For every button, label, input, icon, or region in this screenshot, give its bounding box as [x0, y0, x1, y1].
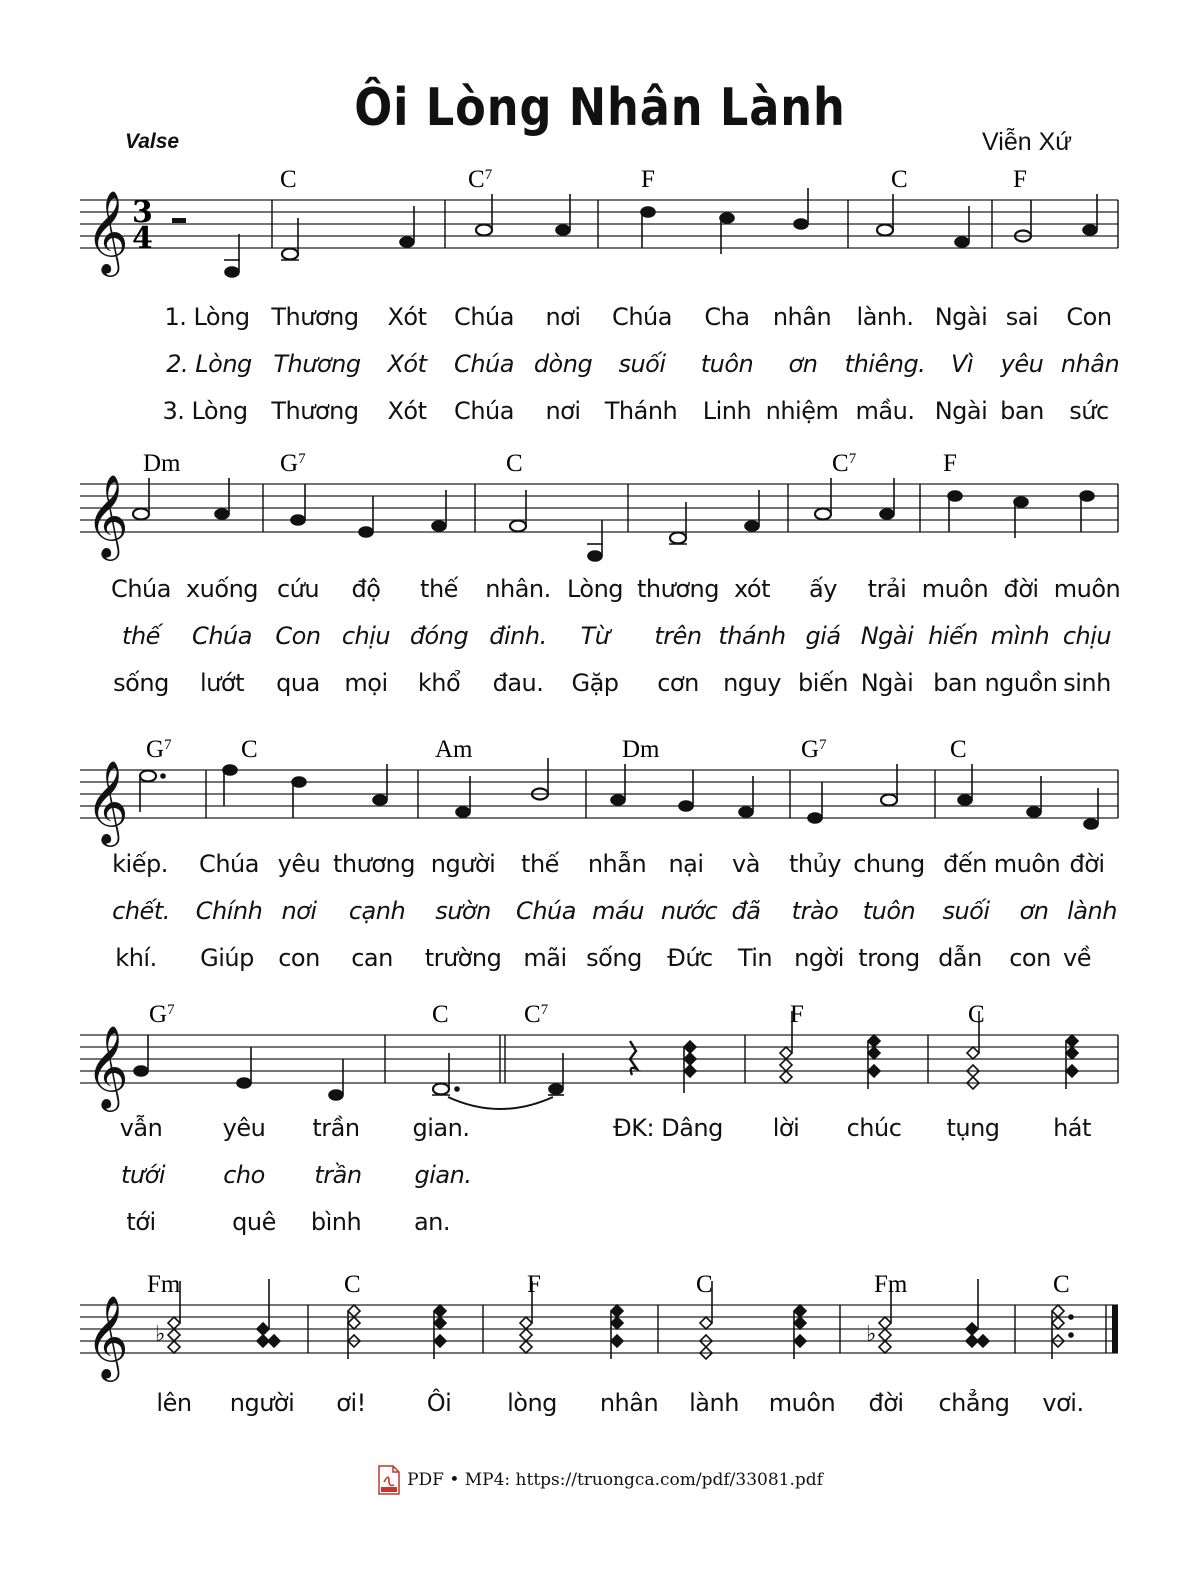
lyric-syllable: trong [858, 944, 920, 972]
lyric-syllable: bình [310, 1208, 362, 1236]
chord-symbol: $C^7$ [468, 166, 493, 193]
treble-clef-icon: 𝄞 [86, 189, 129, 273]
lyrics-verse-2-row [0, 897, 1200, 937]
lyric-syllable: lời [772, 1114, 800, 1142]
lyric-syllable: can [351, 944, 393, 972]
chord-symbol: $C^7$ [832, 450, 857, 477]
notes [134, 1011, 1078, 1109]
lyric-syllable: trải [867, 575, 907, 603]
lyric-syllable: trên [654, 622, 702, 650]
composer-name: Viễn Xứ [982, 128, 1072, 156]
lyric-syllable: Chúa [199, 850, 259, 878]
lyric-syllable: Chúa [111, 575, 171, 603]
lyric-syllable: đau. [492, 669, 544, 697]
lyric-syllable: Vì [950, 350, 974, 378]
staff-system-4 [0, 985, 1200, 1135]
chord-symbol: $G^7$ [280, 450, 306, 477]
pdf-file-icon [377, 1465, 401, 1495]
lyric-syllable: người [430, 850, 496, 878]
lyric-syllable: chúc [846, 1114, 902, 1142]
lyric-syllable: trần [312, 1114, 360, 1142]
chord-symbol: $G^7$ [149, 1001, 175, 1028]
lyric-syllable: yêu [277, 850, 321, 878]
lyric-syllable: đã [731, 897, 761, 925]
lyric-syllable: Gặp [571, 669, 619, 697]
lyric-syllable: tuôn [700, 350, 754, 378]
lyric-syllable: Chúa [454, 397, 514, 425]
lyric-syllable: con [1009, 944, 1051, 972]
chord-symbol: C [241, 736, 258, 763]
lyric-syllable: Con [1066, 303, 1112, 331]
lyric-syllable: Cha [704, 303, 750, 331]
chord-symbol: C [696, 1271, 713, 1298]
chord-symbol: Dm [143, 450, 181, 477]
lyric-syllable: đời [1003, 575, 1039, 603]
lyric-syllable: suối [618, 350, 666, 378]
chord-symbol: F [1013, 166, 1027, 193]
chord-symbol: Fm [147, 1271, 181, 1298]
chord-symbol: F [527, 1271, 541, 1298]
lyric-syllable: chịu [1062, 622, 1112, 650]
lyric-syllable: Thương [271, 397, 359, 425]
lyric-syllable: con [278, 944, 320, 972]
lyric-syllable: cho [223, 1161, 265, 1189]
lyric-syllable: thế [521, 850, 559, 878]
lyric-syllable: ơn [1019, 897, 1049, 925]
lyrics-verse-2-row [0, 350, 1200, 390]
lyric-syllable: nơi [281, 897, 317, 925]
lyric-syllable: thế [420, 575, 458, 603]
lyric-syllable: hát [1053, 1114, 1091, 1142]
lyric-syllable: hiến [928, 622, 978, 650]
notes [224, 188, 1097, 277]
lyric-syllable: giá [805, 622, 841, 650]
lyric-syllable: chịu [341, 622, 391, 650]
lyric-syllable: muôn [921, 575, 989, 603]
chord-notes [1066, 1035, 1078, 1089]
chord-symbol: Am [435, 736, 473, 763]
treble-clef-icon: 𝄞 [86, 759, 129, 843]
chord-symbol: $C^7$ [524, 1001, 549, 1028]
lyrics-verse-3-row [0, 1208, 1200, 1248]
lyric-syllable: Chúa [192, 622, 252, 650]
chord-symbol: C [280, 166, 297, 193]
lyric-syllable: cơn [657, 669, 699, 697]
lyric-syllable: sai [1005, 303, 1039, 331]
lyrics-verse-3-row [0, 397, 1200, 437]
chord-notes [684, 1041, 696, 1093]
lyric-syllable: biến [798, 669, 848, 697]
lyric-syllable: Thương [273, 350, 361, 378]
chord-symbol: F [790, 1001, 804, 1028]
chord-symbol: F [641, 166, 655, 193]
lyric-syllable: tụng [946, 1114, 1000, 1142]
lyric-syllable: mãi [523, 944, 567, 972]
lyric-syllable: Chúa [454, 303, 514, 331]
lyric-syllable: Linh [702, 397, 752, 425]
flat-icon: ♭ [866, 1321, 877, 1346]
lyric-syllable: nhẫn [587, 850, 647, 878]
lyric-syllable: nại [668, 850, 704, 878]
lyrics-verse-1-row [0, 575, 1200, 615]
lyric-syllable: người [229, 1389, 295, 1417]
lyric-syllable: Chúa [454, 350, 514, 378]
lyric-syllable: mọi [344, 669, 388, 697]
lyric-syllable: Ôi [426, 1389, 452, 1417]
lyric-syllable: nơi [545, 397, 581, 425]
chord-symbol: C [344, 1271, 361, 1298]
lyric-syllable: tuôn [862, 897, 916, 925]
lyric-syllable: Giúp [200, 944, 254, 972]
chord-symbol: F [943, 450, 957, 477]
final-barline [1112, 1305, 1118, 1353]
lyric-syllable: sống [586, 944, 642, 972]
lyric-syllable: Xót [387, 397, 427, 425]
lyric-syllable: mầu. [855, 397, 915, 425]
lyric-syllable: Con [275, 622, 321, 650]
quarter-rest [630, 1041, 637, 1075]
lyric-syllable: Chính [195, 897, 263, 925]
lyrics-verse-1-row [0, 1114, 1200, 1154]
flat-icon: ♭ [155, 1321, 166, 1346]
lyric-syllable: nhân [772, 303, 832, 331]
lyric-syllable: Từ [580, 622, 610, 650]
lyric-syllable: đinh. [489, 622, 547, 650]
lyric-syllable: ban [933, 669, 977, 697]
lyric-syllable: cứu [276, 575, 320, 603]
lyric-syllable: thế [122, 622, 160, 650]
lyric-syllable: lành [689, 1389, 739, 1417]
lyrics-verse-1-row [0, 1389, 1200, 1429]
lyric-syllable: thiêng. [844, 350, 926, 378]
lyric-syllable: trường [424, 944, 502, 972]
lyric-syllable: muôn [1053, 575, 1121, 603]
chord-symbol: $G^7$ [146, 736, 172, 763]
lyric-syllable: chung [853, 850, 925, 878]
staff-system-2 [0, 434, 1200, 584]
lyric-syllable: Ngài [860, 669, 914, 697]
song-title: Ôi Lòng Nhân Lành [354, 78, 846, 138]
lyric-syllable: đóng [409, 622, 469, 650]
lyric-syllable: khí. [115, 944, 157, 972]
notes [155, 1279, 1073, 1359]
time-signature-top: 3 [132, 195, 153, 230]
lyric-syllable: thương [637, 575, 719, 603]
lyric-syllable: xót [733, 575, 771, 603]
lyric-syllable: ban [1000, 397, 1044, 425]
lyric-syllable: an. [413, 1208, 451, 1236]
lyric-syllable: tưới [121, 1161, 165, 1189]
lyric-syllable: Chúa [516, 897, 576, 925]
lyric-syllable: trần [314, 1161, 362, 1189]
lyric-syllable: trào [791, 897, 839, 925]
lyric-syllable: máu [592, 897, 644, 925]
lyric-syllable: Xót [387, 350, 427, 378]
lyrics-verse-1-row [0, 303, 1200, 343]
time-signature-bottom: 4 [132, 221, 153, 256]
lyric-syllable: vơi. [1042, 1389, 1084, 1417]
lyric-syllable: Thương [271, 303, 359, 331]
lyric-syllable: lên [156, 1389, 192, 1417]
lyric-syllable: sức [1069, 397, 1109, 425]
lyric-syllable: qua [276, 669, 320, 697]
lyric-syllable: gian. [414, 1161, 472, 1189]
lyrics-verse-3-row [0, 944, 1200, 984]
lyric-syllable: lành. [856, 303, 914, 331]
lyric-syllable: đời [868, 1389, 904, 1417]
chord-symbol: Fm [874, 1271, 908, 1298]
lyric-syllable: 2. Lòng [166, 350, 252, 378]
lyric-syllable: thủy [788, 850, 842, 878]
lyric-syllable: vẫn [119, 1114, 163, 1142]
lyric-syllable: quê [232, 1208, 276, 1236]
lyric-syllable: ơn [788, 350, 818, 378]
staff-system-3 [0, 720, 1200, 870]
lyric-syllable: nơi [545, 303, 581, 331]
chord-symbol: $G^7$ [801, 736, 827, 763]
lyric-syllable: nước [660, 897, 718, 925]
lyric-syllable: 1. Lòng [164, 303, 250, 331]
lyrics-verse-2-row [0, 622, 1200, 662]
lyric-syllable: suối [942, 897, 990, 925]
chord-symbol: C [891, 166, 908, 193]
lyric-syllable: ơi! [336, 1389, 366, 1417]
lyric-syllable: muôn [768, 1389, 836, 1417]
lyric-syllable: Lòng [566, 575, 624, 603]
chord-symbol: C [1053, 1271, 1070, 1298]
lyric-syllable: sinh [1063, 669, 1111, 697]
lyric-syllable: lòng [507, 1389, 557, 1417]
lyric-syllable: Đức [667, 944, 713, 972]
lyrics-verse-1-row [0, 850, 1200, 890]
lyric-syllable: gian. [412, 1114, 470, 1142]
lyric-syllable: 3. Lòng [162, 397, 248, 425]
staff-system-5 [0, 1255, 1200, 1405]
lyric-syllable: ĐK: Dâng [613, 1114, 723, 1142]
lyric-syllable: thánh [718, 622, 786, 650]
treble-clef-icon: 𝄞 [86, 1294, 129, 1378]
lyric-syllable: sống [113, 669, 169, 697]
lyric-syllable: dẫn [938, 944, 982, 972]
lyric-syllable: ngời [794, 944, 844, 972]
lyric-syllable: chẳng [938, 1389, 1010, 1417]
footer-link[interactable] [0, 1465, 1200, 1495]
lyric-syllable: Xót [387, 303, 427, 331]
lyric-syllable: Thánh [604, 397, 678, 425]
lyric-syllable: Chúa [612, 303, 672, 331]
lyric-syllable: Ngài [934, 397, 988, 425]
lyric-syllable: yêu [1000, 350, 1044, 378]
chord-symbol: C [968, 1001, 985, 1028]
lyric-syllable: dòng [533, 350, 593, 378]
lyric-syllable: đến [943, 850, 987, 878]
lyric-syllable: Ngài [934, 303, 988, 331]
lyric-syllable: lành [1067, 897, 1117, 925]
chord-symbol: C [950, 736, 967, 763]
lyric-syllable: sườn [435, 897, 491, 925]
lyric-syllable: thương [333, 850, 415, 878]
lyric-syllable: muôn [993, 850, 1061, 878]
lyric-syllable: yêu [222, 1114, 266, 1142]
chord-symbol: Dm [622, 736, 660, 763]
lyric-syllable: độ [351, 575, 381, 603]
lyric-syllable: lướt [200, 669, 244, 697]
lyric-syllable: mình [990, 622, 1050, 650]
treble-clef-icon: 𝄞 [86, 473, 129, 557]
lyric-syllable: ấy [809, 575, 837, 603]
lyrics-verse-2-row [0, 1161, 1200, 1201]
lyric-syllable: đời [1069, 850, 1105, 878]
chord-symbol: C [432, 1001, 449, 1028]
lyric-syllable: chết. [112, 897, 170, 925]
lyric-syllable: tới [126, 1208, 156, 1236]
lyric-syllable: cạnh [348, 897, 406, 925]
lyric-syllable: Tin [737, 944, 773, 972]
lyric-syllable: về [1063, 944, 1091, 972]
lyric-syllable: nhân [599, 1389, 659, 1417]
treble-clef-icon: 𝄞 [86, 1024, 129, 1108]
lyrics-verse-3-row [0, 669, 1200, 709]
chord-symbol: C [506, 450, 523, 477]
lyric-syllable: kiếp. [112, 850, 168, 878]
lyric-syllable: nguy [723, 669, 781, 697]
staff-system-1 [0, 150, 1200, 300]
footer-url-text: PDF • MP4: https://truongca.com/pdf/33081.pdf [407, 1470, 823, 1490]
half-rest [172, 218, 186, 223]
lyric-syllable: khổ [417, 669, 461, 697]
chord-notes [868, 1035, 880, 1089]
lyric-syllable: nguồn [984, 669, 1058, 697]
lyric-syllable: nhân [1060, 350, 1120, 378]
lyric-syllable: và [732, 850, 760, 878]
lyric-syllable: xuống [185, 575, 259, 603]
lyric-syllable: nhân. [485, 575, 551, 603]
lyric-syllable: Ngài [860, 622, 914, 650]
lyric-syllable: nhiệm [765, 397, 839, 425]
tempo-marking: Valse [125, 130, 180, 153]
